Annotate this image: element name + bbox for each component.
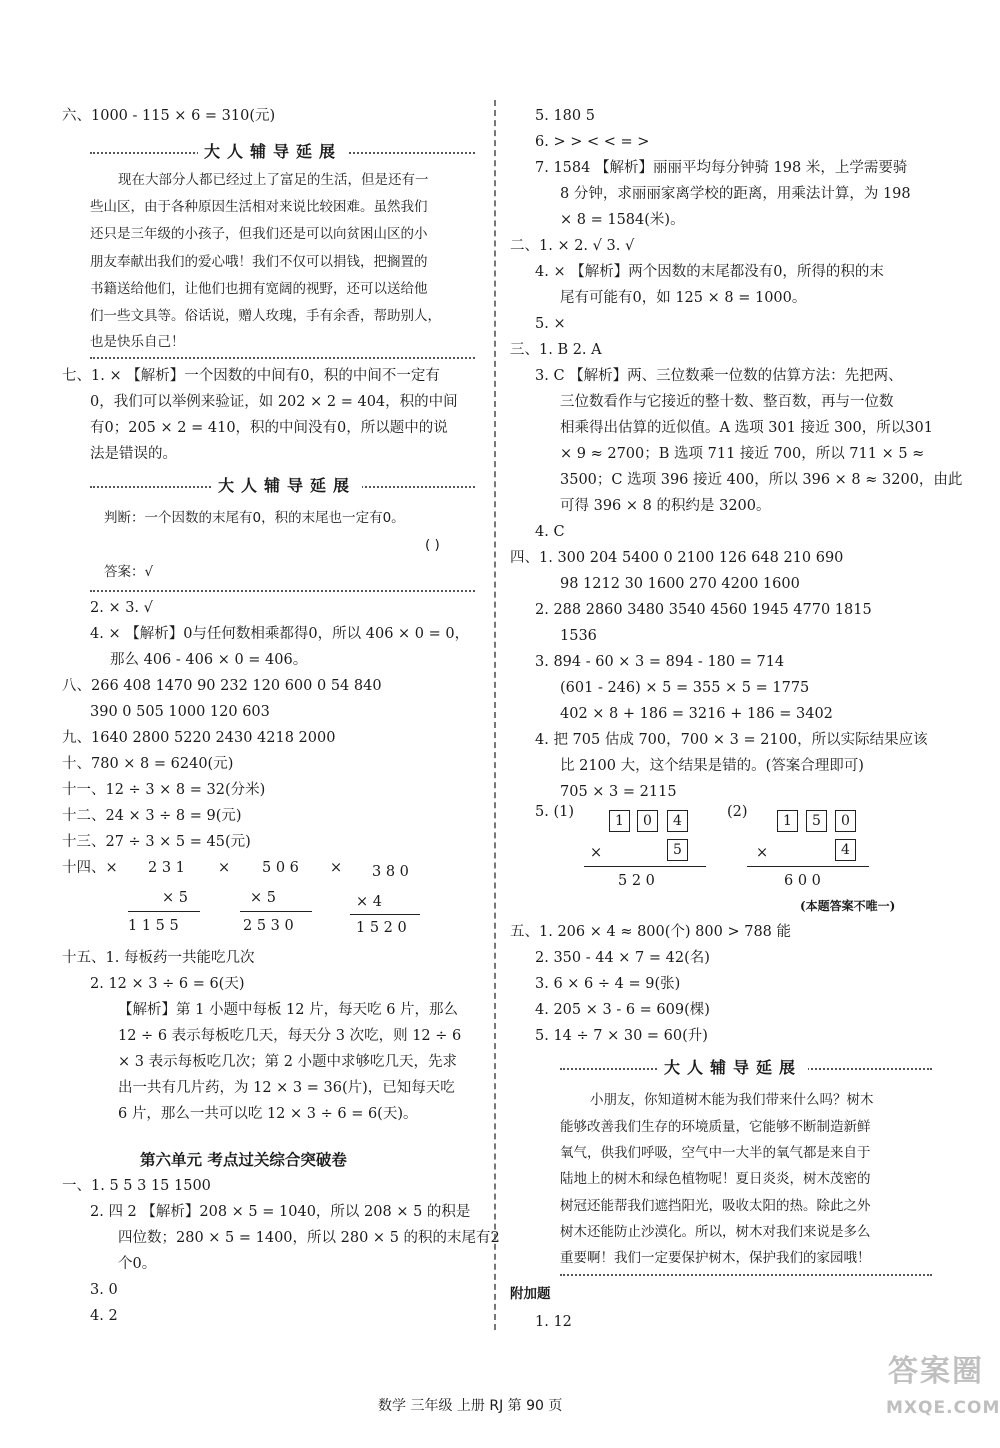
digit-box: 0 [637, 810, 658, 832]
extension-text: 陆地上的树木和绿色植物呢！夏日炎炎，树木茂密的 [560, 1171, 871, 1187]
answer-line: × 3 表示每板吃几次；第 2 小题中求够吃几天，先求 [118, 1054, 458, 1070]
answer-line: 2. 12 × 3 ÷ 6 = 6(天) [90, 976, 245, 992]
extension-header [560, 1056, 932, 1080]
answer-line: 尾有可能有0，如 125 × 8 = 1000。 [560, 290, 807, 306]
section-label: 附加题 [510, 1286, 551, 1302]
extension-divider [90, 357, 475, 359]
extension-answer: 答案：√ [104, 564, 154, 580]
extension-header [90, 140, 475, 164]
answer-line: 九、1640 2800 5220 2430 4218 2000 [62, 730, 336, 746]
answer-line: 2. 350 - 44 × 7 = 42(名) [535, 950, 710, 966]
answer-line: 十、780 × 8 = 6240(元) [62, 756, 234, 772]
calc-multiplier: × 5 [162, 890, 188, 906]
answer-line: × 8 = 1584(米)。 [560, 212, 685, 228]
extension-text: 能够改善我们生存的环境质量，它能够不断制造新鲜 [560, 1119, 871, 1135]
digit-box: 4 [835, 839, 856, 861]
answer-line: 0，我们可以举例来验证，如 202 × 2 = 404，积的中间 [90, 394, 458, 410]
calc-rule [240, 911, 312, 912]
answer-line: 个0。 [118, 1256, 157, 1272]
answer-line: 十一、12 ÷ 3 × 8 = 32(分米) [62, 782, 266, 798]
unit-title: 第六单元 考点过关综合突破卷 [140, 1151, 347, 1169]
answer-line: 三位数看作与它接近的整十数、整百数，再与一位数 [560, 394, 894, 410]
calc-rule [747, 866, 869, 867]
watermark-logo [880, 1340, 1000, 1440]
extension-text: 树木还能防止沙漠化。所以，树木对我们来说是多么 [560, 1224, 871, 1240]
extension-text: 小朋友，你知道树木能为我们带来什么吗？树木 [590, 1092, 874, 1108]
digit-box: 5 [806, 810, 827, 832]
answer-line: 相乘得出估算的近似值。A 选项 301 接近 300，所以301 [560, 420, 933, 436]
answer-line: 5. × [535, 316, 566, 332]
extension-title: 大人辅导延展 [198, 140, 348, 164]
answer-line: 十四、× [62, 860, 118, 876]
answer-line: 法是错误的。 [90, 446, 177, 462]
extension-title: 大人辅导延展 [212, 474, 362, 498]
column-separator [494, 100, 496, 1330]
extension-text: 些山区，由于各种原因生活相对来说比较困难。虽然我们 [90, 199, 428, 215]
answer-line: 5. (1) [535, 804, 574, 820]
calc-multiplier: × 4 [356, 894, 382, 910]
calc-sign: × [218, 860, 231, 876]
extension-text: 还只是三年级的小孩子，但我们还是可以向贫困山区的小 [90, 226, 428, 242]
answer-line: 6 片，那么一共可以吃 12 × 3 ÷ 6 = 6(天)。 [118, 1106, 418, 1122]
page-footer: 数学 三年级 上册 RJ 第 90 页 [378, 1398, 563, 1414]
answer-line: 5. 14 ÷ 7 × 30 = 60(升) [535, 1028, 708, 1044]
answer-line: 4. C [535, 524, 565, 540]
answer-line: 1536 [560, 628, 597, 644]
answer-line: 3. C 【解析】两、三位数乘一位数的估算方法：先把两、 [535, 368, 903, 384]
answer-line: 705 × 3 = 2115 [560, 784, 677, 800]
watermark-text: MXQE.COM [886, 1398, 1000, 1418]
calc-product: 2 5 3 0 [243, 918, 294, 934]
calc-multiplicand: 2 3 1 [148, 860, 185, 876]
note: (本题答案不唯一) [800, 899, 896, 913]
answer-line: 3500；C 选项 396 接近 400，所以 396 × 8 ≈ 3200，由此 [560, 472, 963, 488]
answer-line: 有0；205 × 2 = 410，积的中间没有0，所以题中的说 [90, 420, 448, 436]
answer-line: 5. 180 5 [535, 108, 595, 124]
answer-line: 那么 406 - 406 × 0 = 406。 [110, 652, 308, 668]
answer-line: 2. 四 2 【解析】208 × 5 = 1040，所以 208 × 5 的积是 [90, 1204, 471, 1220]
answer-line: 五、1. 206 × 4 ≈ 800(个) 800 > 788 能 [510, 924, 792, 940]
watermark-text: 答案圈 [888, 1354, 984, 1389]
answer-line: (2) [727, 804, 748, 820]
digit-box: 4 [667, 810, 688, 832]
extension-text: 重要啊！我们一定要保护树木，保护我们的家园哦！ [560, 1250, 871, 1266]
calc-sign: × [756, 845, 769, 861]
calc-multiplicand: 3 8 0 [372, 864, 409, 880]
calc-sign: × [330, 860, 343, 876]
answer-line: 1. 12 [535, 1314, 572, 1330]
answer-line: 402 × 8 + 186 = 3216 + 186 = 3402 [560, 706, 833, 722]
extension-header [90, 474, 475, 498]
calc-rule [128, 911, 200, 912]
calc-multiplicand: 5 0 6 [262, 860, 299, 876]
answer-line: 十二、24 × 3 ÷ 8 = 9(元) [62, 808, 242, 824]
answer-line: 四位数；280 × 5 = 1400，所以 280 × 5 的积的末尾有2 [118, 1230, 500, 1246]
answer-line: 4. × 【解析】0与任何数相乘都得0，所以 406 × 0 = 0， [90, 626, 470, 642]
answer-line: 4. 2 [90, 1308, 118, 1324]
answer-line: 三、1. B 2. A [510, 342, 602, 358]
answer-line: 比 2100 大，这个结果是错的。(答案合理即可) [560, 758, 864, 774]
extension-text: 书籍送给他们，让他们也拥有宽阔的视野，还可以送给他 [90, 281, 428, 297]
extension-title: 大人辅导延展 [658, 1056, 808, 1080]
calc-product: 1 1 5 5 [128, 918, 179, 934]
answer-line: 6. > > < < = > [535, 134, 650, 150]
calc-product: 5 2 0 [618, 873, 655, 889]
answer-line: 十三、27 ÷ 3 × 5 = 45(元) [62, 834, 251, 850]
calc-rule [350, 914, 420, 915]
calc-sign: × [590, 845, 603, 861]
extension-text: 氧气，供我们呼吸，空气中一大半的氧气都是来自于 [560, 1145, 871, 1161]
answer-line: 八、266 408 1470 90 232 120 600 0 54 840 [62, 678, 382, 694]
extension-text: 朋友奉献出我们的爱心哦！我们不仅可以捐钱，把搁置的 [90, 254, 428, 270]
answer-line: 七、1. × 【解析】一个因数的中间有0，积的中间不一定有 [62, 368, 440, 384]
extension-divider [560, 1274, 932, 1276]
extension-text: 判断：一个因数的末尾有0，积的末尾也一定有0。 [104, 510, 405, 526]
answer-line: (601 - 246) × 5 = 355 × 5 = 1775 [560, 680, 810, 696]
answer-line: 3. 0 [90, 1282, 118, 1298]
answer-line: 出一共有几片药，为 12 × 3 = 36(片)，已知每天吃 [118, 1080, 455, 1096]
digit-box: 1 [609, 810, 630, 832]
answer-line: 12 ÷ 6 表示每板吃几天，每天分 3 次吃，则 12 ÷ 6 [118, 1028, 462, 1044]
answer-line: 2. 288 2860 3480 3540 4560 1945 4770 1815 [535, 602, 872, 618]
answer-line: 六、1000 - 115 × 6 = 310(元) [62, 108, 276, 124]
answer-blank: ( ) [425, 537, 440, 553]
digit-box: 1 [777, 810, 798, 832]
extension-text: 们一些文具等。俗话说，赠人玫瑰，手有余香，帮助别人， [90, 308, 441, 324]
answer-line: 98 1212 30 1600 270 4200 1600 [560, 576, 800, 592]
calc-rule [584, 866, 706, 867]
digit-box: 0 [835, 810, 856, 832]
calc-multiplier: × 5 [250, 890, 276, 906]
answer-line: 8 分钟，求丽丽家离学校的距离，用乘法计算，为 198 [560, 186, 911, 202]
calc-product: 6 0 0 [784, 873, 821, 889]
answer-line: 可得 396 × 8 的积约是 3200。 [560, 498, 771, 514]
answer-line: 四、1. 300 204 5400 0 2100 126 648 210 690 [510, 550, 844, 566]
extension-text: 现在大部分人都已经过上了富足的生活，但是还有一 [118, 172, 429, 188]
answer-line: 390 0 505 1000 120 603 [90, 704, 270, 720]
answer-line: 【解析】第 1 小题中每板 12 片，每天吃 6 片，那么 [118, 1002, 459, 1018]
answer-line: 十五、1. 每板药一共能吃几次 [62, 950, 255, 966]
answer-line: 3. 894 - 60 × 3 = 894 - 180 = 714 [535, 654, 785, 670]
answer-line: 4. × 【解析】两个因数的末尾都没有0，所得的积的末 [535, 264, 884, 280]
answer-line: 4. 205 × 3 - 6 = 609(棵) [535, 1002, 710, 1018]
extension-text: 也是快乐自己！ [90, 334, 185, 350]
calc-product: 1 5 2 0 [356, 920, 407, 936]
answer-line: 二、1. × 2. √ 3. √ [510, 238, 635, 254]
answer-line: 4. 把 705 估成 700，700 × 3 = 2100，所以实际结果应该 [535, 732, 928, 748]
answer-line: × 9 ≈ 2700；B 选项 711 接近 700，所以 711 × 5 ≈ [560, 446, 925, 462]
answer-line: 3. 6 × 6 ÷ 4 = 9(张) [535, 976, 681, 992]
digit-box: 5 [667, 839, 688, 861]
answer-line: 7. 1584 【解析】丽丽平均每分钟骑 198 米，上学需要骑 [535, 160, 908, 176]
answer-line: 2. × 3. √ [90, 600, 153, 616]
answer-line: 一、1. 5 5 3 15 1500 [62, 1178, 211, 1194]
extension-divider [90, 590, 475, 592]
extension-text: 树冠还能帮我们遮挡阳光，吸收太阳的热。除此之外 [560, 1198, 871, 1214]
